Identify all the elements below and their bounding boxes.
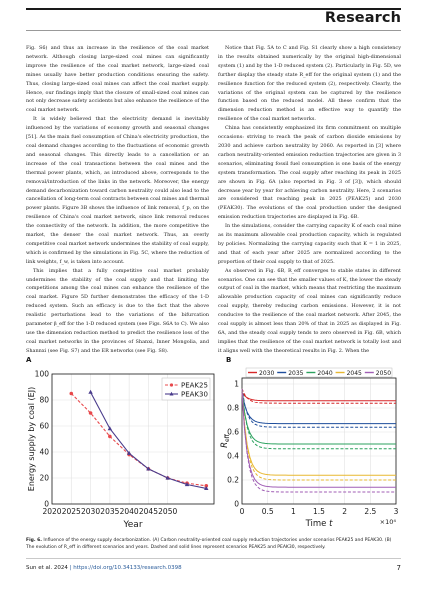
y-tick-label: 0.2 [227,475,239,485]
legend-label: 2040 [317,370,333,377]
footer-doi-link[interactable]: | https://doi.org/10.34133/research.0398 [69,565,182,571]
data-point-peak25 [69,392,73,396]
x-axis-label-var: t [329,519,333,529]
caption-label: Fig. 6. [26,538,42,543]
y-tick-label: 0.8 [227,403,239,413]
y-axis-label-sub: eff [224,434,231,442]
y-tick-label: 0.6 [227,427,239,437]
x-tick-label: 2020 [42,507,62,516]
x-tick-label: 2030 [81,507,101,516]
paragraph: Fig. S6) and thus an increase in the resilience of the coal market network. Although closing large-sized coal mines can significantly improve the resilience of the coal market network, large-sized coal mines usually have better production conditions ensuring the safety. Thus, closing large-sized coal mines can affect the coal market supply. Hence, our findings imply that the closure of small-sized coal mines can not only decrease safety accidents but also enhance the resilience of the coal market network. [26,45,209,114]
legend-label: 2050 [375,370,392,377]
legend-label: 2045 [346,370,362,377]
paragraph: In the simulations, consider the carrying capacity K of each coal mine as its maximum allowable coal production capacity, which is regulated by policies. Normalizing the carrying capacity such that K = 1 in 2025, and that of each year after 2025 are normalized according to the proportion of their coal supply to that of 2025. [218,223,401,265]
y-tick-label: 0 [44,499,49,509]
legend-label: 2030 [259,370,275,377]
x-tick-label: 1.5 [313,507,325,516]
body-column-left [26,44,209,354]
paragraph: This implies that a fully competitive coal market probably undermines the stability of the coal supply and that limiting the competitions among the coal mines can enhance the resilience of the coal market. Figure 5D further demonstrates the efficacy of the 1-D reduced system. Such an efficacy is due to the fact that the above realistic perturbations lead to the variations of the bifurcation parameter β_eff for the 1-D reduced system (see Figs. S6A to C). We also use the dimension reduction method to predict the resilience loss of the coal market networks in the provinces of Shanxi, Inner Mongolia, and Shannxi (see Fig. S7) and the ER networks (see Fig. S8). [26,267,209,354]
data-point-peak25 [108,435,112,439]
footer-divider [26,558,401,559]
data-point-peak25 [89,411,93,415]
y-tick-label: 0 [234,499,239,509]
y-tick-label: 100 [34,369,49,379]
legend-marker [170,383,173,386]
series-line-peak25 [71,394,206,486]
x-tick-label: 0.5 [261,507,274,516]
x-tick-label: 0 [239,507,245,516]
footer-authors: Sun et al. 2024 [26,565,68,571]
x-tick-label: 2040 [119,507,139,516]
footer-citation [26,565,182,571]
page-number: 7 [396,564,401,572]
x-tick-label: 2.5 [364,507,377,516]
data-point-peak30 [88,390,92,394]
paragraph: It is widely believed that the electricity demand is inevitably influenced by the variations of economy growth and seasonal changes [51]. As the main fuel consumption of China's electricity production, the coal demand changes according to the fluctuations of economic growth and seasonal changes. This directly leads to a cancellation or an increase of the coal transactions between the coal mines and the thermal power plants, which, as introduced above, corresponds to the removal/introduction of the links in the network. Moreover, the energy demand decarbonization toward carbon neutrality could also lead to the cancellation of long-term coal contracts between coal mines and thermal power plants. Figure 3B shows the influence of link removal, f_p, on the resilience of China's coal market network, since link removal reduces the connectivity of the network. In addition, the more competitive the market, the denser the coal market network. Thus, an overly competitive coal market network undermines the stability of coal supply, which is confirmed by the simulations in Fig. 5C, where the reduction of link weights, f_w, is taken into account. [26,116,209,265]
y-tick-label: 80 [39,395,49,405]
x-tick-label: 2050 [158,507,178,516]
caption-text: Influence of the energy supply decarbonization. (A) Carbon neutrality-oriented coal supply reduction trajectories under scenarios PEAK25 and PEAK30. (B) The evolution of R_eff in different scenarios and years. Dashed and solid lines represent scenarios PEAK25 and PEAK30, respectively. [26,538,392,551]
y-axis-label: Energy supply by coal (EJ) [27,386,36,492]
figure-caption [26,537,401,551]
legend-label: PEAK25 [181,381,208,390]
x-tick-label: 2035 [100,507,120,516]
x-tick-label: 2025 [61,507,81,516]
journal-section-title: Research [324,10,401,26]
y-tick-label: 40 [39,447,49,457]
x-tick-label: 1 [290,507,296,516]
panel-b-label: B [226,356,232,364]
x-tick-label: 2045 [138,507,158,516]
x-tick-label: 3 [393,507,399,516]
header-divider [26,30,401,31]
y-tick-label: 1 [234,379,239,389]
x-axis-label: Year [123,520,143,530]
legend-label: PEAK30 [181,390,208,399]
paragraph: Notice that Fig. 5A to C and Fig. S1 clearly show a high consistency in the results obtained numerically by the original high-dimensional system (1) and by the 1-D reduced system (2). Particularly in Fig. 5D, we further display the steady state R_eff for the original system (1) and the resilience function for the reduced system (2), respectively. Clearly, the variations of the original system can be captured by the resilience function based on the reduced model. All these confirm that the dimension reduction method is an effective way to quantify the resilience of the coal market networks. [218,45,401,123]
paragraph: As observed in Fig. 6B, R_eff converges to stable states in different scenarios. One can see that the smaller values of K, the lower the steady output of coal in the market, which means that restricting the maximum allowable production capacity of coal mines can significantly reduce coal supply, thereby reducing carbon emissions. However, it is not conducive to the resilience of the coal market network. After 2045, the coal supply is almost less than 20% of that in 2025 as displayed in Fig. 6A, and the steady coal supply tends to zero observed in Fig. 6B, which implies that the resilience of the coal market network is totally lost and it aligns well with the theoretical results in Fig. 2. When the [218,267,401,354]
legend-label: 2035 [288,370,304,377]
body-column-right [218,44,401,354]
y-axis-label [220,433,231,448]
y-tick-label: 0.4 [227,451,239,461]
y-axis-label-base: R [220,441,230,448]
y-tick-label: 20 [39,473,49,483]
x-axis-multiplier: ×10⁴ [379,518,396,526]
paragraph: China has consistently emphasized its firm commitment on multiple occasions: striving to reach the peak of carbon dioxide emissions by 2030 and achieve carbon neutrality by 2060. As reported in [3] where carbon neutrality-oriented emission reduction trajectories are given in 3 scenarios, eliminating fossil fuel consumption is one basis of the energy system transformation. The coal supply after reaching its peak in 2025 are shown in Fig. 6A (also reported in Fig. 3 of [3]), which should decrease year by year for achieving carbon neutrality. Here, 2 scenarios are considered that reaching peak in 2025 (PEAK25) and 2030 (PEAK30). The evolutions of the coal production under the designed emission reduction trajectories are displayed in Fig. 6B. [218,125,401,221]
x-axis-label: Time t [305,519,333,529]
chart-a-coal-supply [26,366,222,534]
chart-b-resilience [220,366,402,534]
panel-a-label: A [26,356,32,364]
y-tick-label: 60 [39,421,49,431]
x-tick-label: 2 [342,507,348,516]
